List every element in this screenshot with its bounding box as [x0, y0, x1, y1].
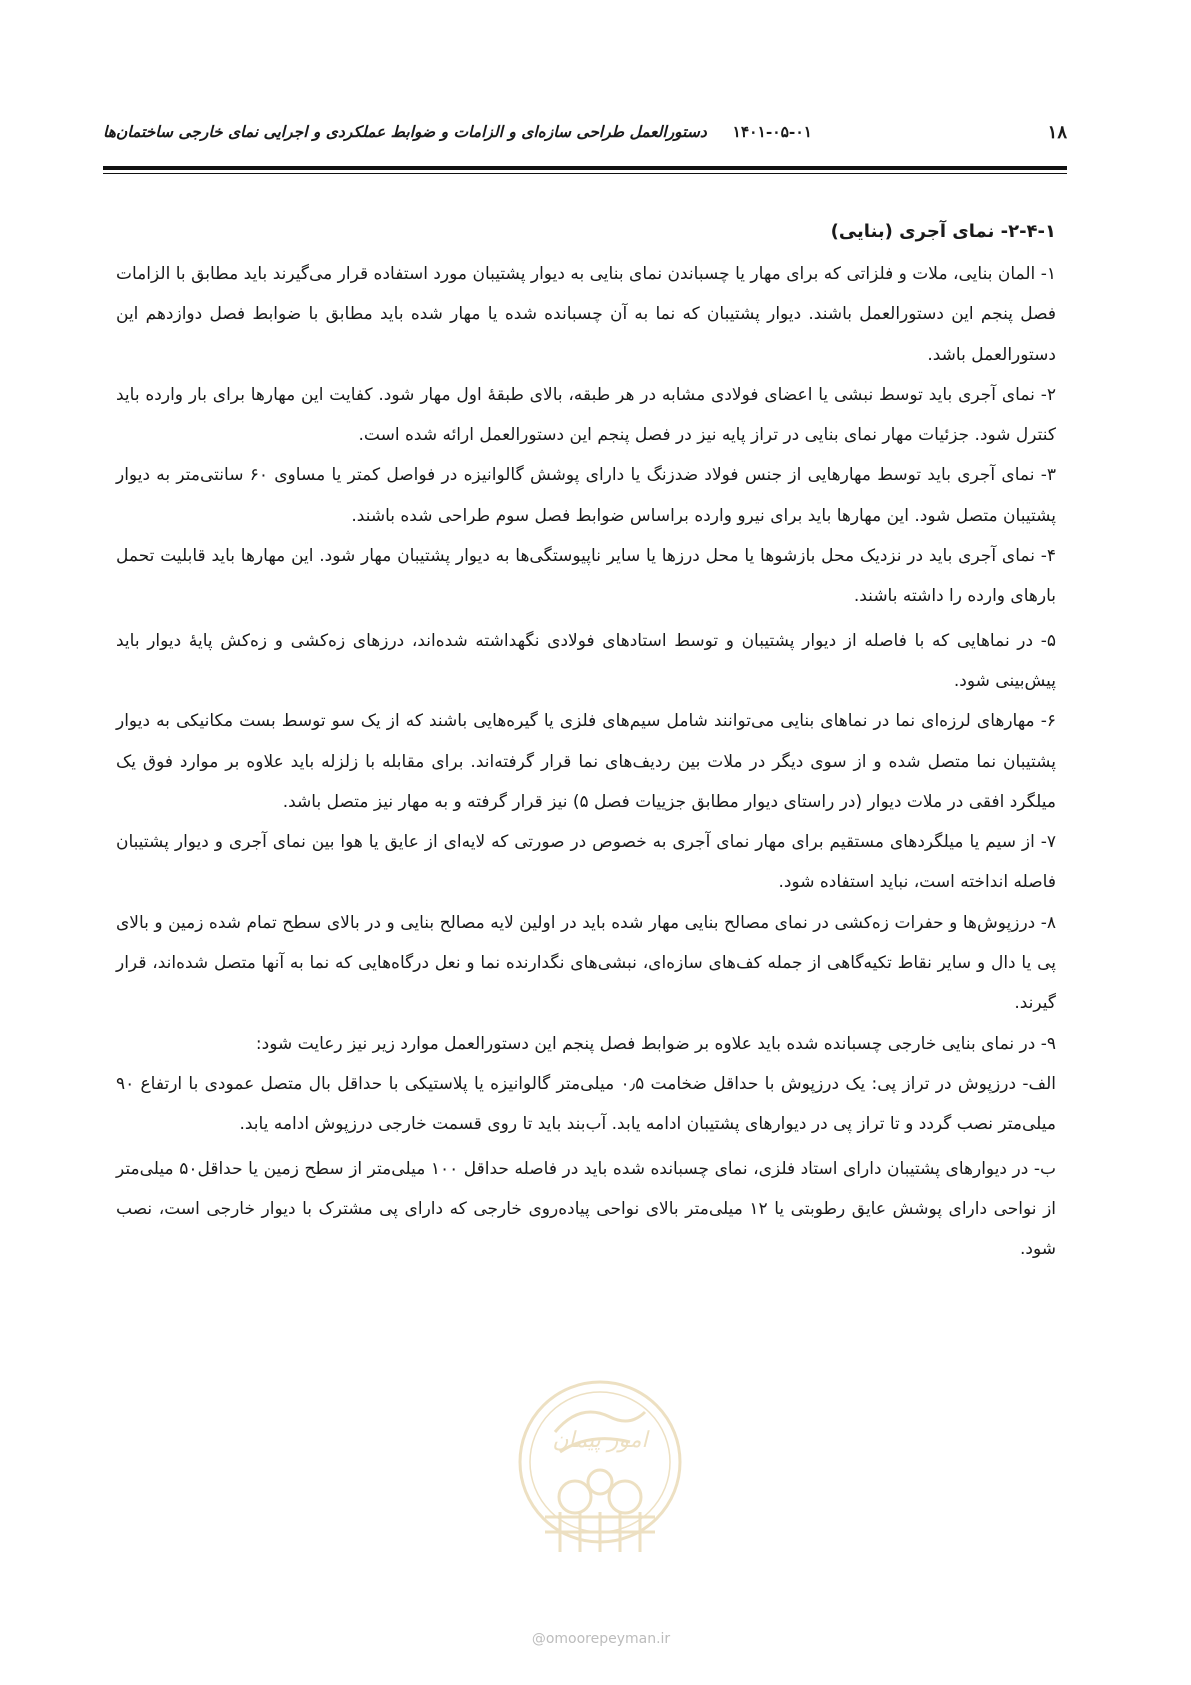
- section-heading: ۲-۴-۱- نمای آجری (بنایی): [830, 221, 1056, 242]
- header-rule-thick: [103, 166, 1067, 170]
- page-header: [103, 122, 1067, 148]
- paragraph-7: ۷- از سیم یا میلگردهای مستقیم برای مهار نمای آجری به خصوص در صورتی که لایه‌ای از عایق یا هوا بین نمای آجری و دیوار پشتیبان فاصله انداخته است، نباید استفاده شود.: [116, 832, 1056, 893]
- watermark-logo: [515, 1362, 685, 1592]
- document-title: دستورالعمل طراحی سازه‌ای و الزامات و ضوابط عملکردی و اجرایی نمای خارجی ساختمان‌ها: [103, 122, 707, 141]
- paragraph-9: ۹- در نمای بنایی خارجی چسبانده شده باید علاوه بر ضوابط فصل پنجم این دستورالعمل موارد زیر نیز رعایت شود:: [255, 1033, 1056, 1054]
- paragraph-5: ۵- در نماهایی که با فاصله از دیوار پشتیبان و توسط استادهای فولادی نگهداشته شده‌اند، درزهای زه‌کشی و زه‌کش پایۀ دیوار باید پیش‌بینی شود.: [116, 630, 1056, 691]
- page-body: [116, 212, 1056, 1269]
- paragraph-9-be: ب- در دیوارهای پشتیبان دارای استاد فلزی، نمای چسبانده شده باید در فاصله حداقل ۱۰۰ میلی‌متر از سطح زمین یا حداقل۵۰ میلی‌متر از نواحی دارای پوشش عایق رطوبتی یا ۱۲ میلی‌متر بالای نواحی پیاده‌روی خارجی که دارای پی مشترک با دیوار خارجی است، نصب شود.: [116, 1158, 1057, 1260]
- header-date: ۱۴۰۱-۰۵-۰۱: [732, 122, 812, 141]
- paragraph-1: ۱- المان بنایی، ملات و فلزاتی که برای مهار یا چسباندن نمای بنایی به دیوار پشتیبان مورد استفاده قرار می‌گیرند باید مطابق با الزامات فصل پنجم این دستورالعمل باشند. دیوار پشتیبان که نما به آن چسبانده شده یا مهار شده باید مطابق با ضوابط فصل دوازدهم این دستورالعمل باشد.: [116, 264, 1056, 365]
- paragraph-8: ۸- درزپوش‌ها و حفرات زه‌کشی در نمای مصالح بنایی مهار شده باید در اولین لایه مصالح بنایی و در بالای سطح تمام شده زمین و بالای پی یا دال و سایر نقاط تکیه‌گاهی از جمله کف‌های سازه‌ای، نبشی‌های نگدارنده نما و نعل درگاه‌هایی که نما به آنها متصل شده‌اند، قرار گیرند.: [116, 912, 1056, 1014]
- watermark-url: @omoorepeyman.ir: [531, 1631, 671, 1647]
- page-number: ۱۸: [1047, 122, 1067, 143]
- paragraph-9-alef: الف- درزپوش در تراز پی: یک درزپوش با حداقل ضخامت ۰٫۵ میلی‌متر گالوانیزه یا پلاستیکی با حداقل بال متصل عمودی با ارتفاع ۹۰ میلی‌متر نصب گردد و تا تراز پی در دیوارهای پشتیبان ادامه یابد. آب‌بند باید تا روی قسمت خارجی درزپوش ادامه یابد.: [116, 1073, 1056, 1135]
- watermark-logo-text: امور پیمان: [552, 1428, 648, 1453]
- paragraph-6: ۶- مهارهای لرزه‌ای نما در نماهای بنایی می‌توانند شامل سیم‌های فلزی یا گیره‌هایی باشند که از یک سو توسط بست مکانیکی به دیوار پشتیبان نما متصل شده و از سوی دیگر در ملات بین ردیف‌های نما قرار گرفته‌اند. برای مقابله با زلزله باید علاوه بر موارد فوق یک میلگرد افقی در ملات دیوار (در راستای دیوار مطابق جزییات فصل ۵) نیز قرار گرفته و به مهار نیز متصل باشد.: [116, 711, 1056, 812]
- paragraph-4: ۴- نمای آجری باید در نزدیک محل بازشوها یا محل درزها یا سایر ناپیوستگی‌ها به دیوار پشتیبان مهار شود. این مهارها باید قابلیت تحمل بارهای وارده را داشته باشند.: [116, 546, 1056, 607]
- header-rule-thin: [103, 173, 1067, 174]
- paragraph-3: ۳- نمای آجری باید توسط مهارهایی از جنس فولاد ضدزنگ یا دارای پوشش گالوانیزه در فواصل کمتر یا مساوی ۶۰ سانتی‌متر به دیوار پشتیبان متصل شود. این مهارها باید برای نیرو وارده براساس ضوابط فصل سوم طراحی شده باشند.: [116, 465, 1056, 526]
- paragraph-2: ۲- نمای آجری باید توسط نبشی یا اعضای فولادی مشابه در هر طبقه، بالای طبقۀ اول مهار شود. کفایت این مهارها برای بار وارده باید کنترل شود. جزئیات مهار نمای بنایی در تراز پایه نیز در فصل پنجم این دستورالعمل ارائه شده است.: [116, 384, 1056, 446]
